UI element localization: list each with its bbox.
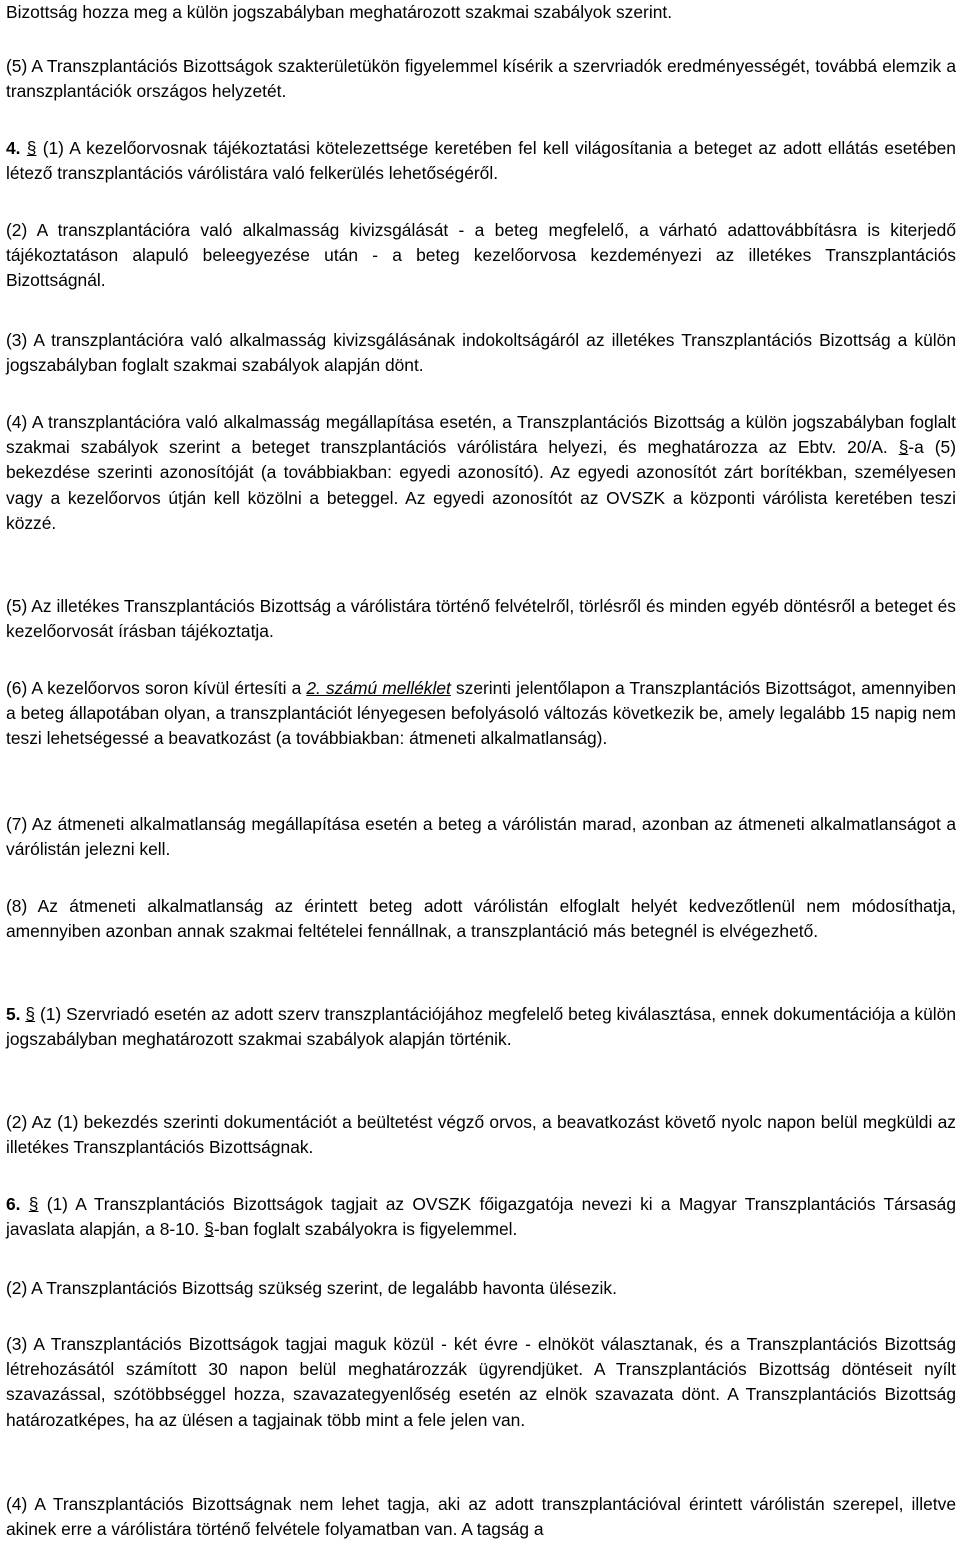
paragraph-text: (1) A kezelőorvosnak tájékoztatási kötelezettsége keretében fel kell világosítania a beteget az adott ellátás esetében létező transzplantációs várólistára való felkerülés lehetőségéről.: [6, 138, 956, 184]
paragraph-continuation: [6, 0, 956, 25]
paragraph-text: -ban foglalt szabályokra is figyelemmel.: [213, 1219, 518, 1240]
paragraph-text: (7) Az átmeneti alkalmatlanság megállapítása esetén a beteg a várólistán marad, azonban az átmeneti alkalmatlanságot a várólistán jelezni kell.: [6, 814, 956, 860]
paragraph-5-5: [6, 54, 956, 104]
section-number: 5.: [6, 1004, 21, 1024]
section-link[interactable]: §: [26, 138, 37, 158]
section-6-paragraph-3: [6, 1332, 956, 1433]
paragraph-text: (8) Az átmeneti alkalmatlanság az érintett beteg adott várólistán elfoglalt helyét kedvezőtlenül nem módosíthatja, amennyiben azonban annak szakmai feltételei fennállnak, a transzplantáció más betegnél is elvégezhető.: [6, 896, 956, 942]
section-6-paragraph-4: [6, 1492, 956, 1542]
paragraph-text: (6) A kezelőorvos soron kívül értesíti a: [6, 678, 307, 698]
paragraph-text: (2) A Transzplantációs Bizottság szükség szerint, de legalább havonta ülésezik.: [6, 1278, 617, 1298]
section-link[interactable]: §: [204, 1219, 214, 1240]
section-4-paragraph-2: [6, 218, 956, 294]
paragraph-text: (5) Az illetékes Transzplantációs Bizottság a várólistára történő felvételről, törlésről és minden egyéb döntésről a beteget és kezelőorvosát írásban tájékoztatja.: [6, 596, 956, 642]
section-number: 4.: [6, 138, 21, 158]
paragraph-text: (1) A Transzplantációs Bizottságok tagjait az OVSZK főigazgatója nevezi ki a Magyar Transzplantációs Társaság javaslata alapján, a 8-10.: [6, 1194, 956, 1240]
paragraph-text: (3) A transzplantációra való alkalmasság kivizsgálásának indokoltságáról az illetékes Transzplantációs Bizottság a külön jogszabályban foglalt szakmai szabályok alapján dönt.: [6, 330, 956, 376]
section-4-paragraph-5: [6, 594, 956, 644]
paragraph-text: (4) A Transzplantációs Bizottságnak nem lehet tagja, aki az adott transzplantációval érintett várólistán szerepel, illetve akinek erre a várólistára történő felvétele folyamatban van. A tagság a: [6, 1494, 956, 1540]
paragraph-text: (2) Az (1) bekezdés szerinti dokumentációt a beültetést végző orvos, a beavatkozást követő nyolc napon belül megküldi az illetékes Transzplantációs Bizottságnak.: [6, 1112, 956, 1158]
section-5-paragraph-1: [6, 1002, 956, 1052]
paragraph-text: (2) A transzplantációra való alkalmasság kivizsgálását - a beteg megfelelő, a várható adattovábbításra is kiterjedő tájékoztatáson alapuló beleegyezése után - a beteg kezelőorvosa kezdeményezi az illetékes Transzplantációs Bizottságnál.: [6, 220, 956, 291]
paragraph-text: (1) Szervriadó esetén az adott szerv transzplantációjához megfelelő beteg kiválasztása, ennek dokumentációja a külön jogszabályban meghatározott szakmai szabályok alapján történik.: [6, 1004, 956, 1050]
section-link[interactable]: §: [25, 1004, 36, 1024]
section-link[interactable]: §: [28, 1194, 39, 1214]
section-4-paragraph-6: [6, 676, 956, 752]
section-4-paragraph-7: [6, 812, 956, 862]
section-6-paragraph-1: [6, 1192, 956, 1242]
section-link[interactable]: §: [898, 437, 909, 458]
paragraph-text: (4) A transzplantációra való alkalmasság megállapítása esetén, a Transzplantációs Bizottság a külön jogszabályban foglalt szakmai szabályok szerint a beteget transzplantációs várólistára helyezi, és meghatározza az Ebtv. 20/A.: [6, 412, 956, 458]
section-6-paragraph-2: [6, 1276, 956, 1301]
section-4-paragraph-8: [6, 894, 956, 944]
section-4-paragraph-3: [6, 328, 956, 378]
section-number: 6.: [6, 1194, 21, 1214]
annex-link[interactable]: 2. számú melléklet: [306, 678, 451, 698]
paragraph-text: (5) A Transzplantációs Bizottságok szakterületükön figyelemmel kísérik a szervriadók eredményességét, továbbá elemzik a transzplantációk országos helyzetét.: [6, 56, 956, 102]
paragraph-text: -a (5) bekezdése szerinti azonosítóját (a továbbiakban: egyedi azonosító). Az egyedi azonosítót zárt borítékban, személyesen vagy a kezelőorvos útján kell közölni a beteggel. Az egyedi azonosítót az OVSZK a központi várólista keretében teszi közzé.: [6, 437, 956, 533]
paragraph-text: (3) A Transzplantációs Bizottságok tagjai maguk közül - két évre - elnököt választanak, és a Transzplantációs Bizottság létrehozásától számított 30 napon belül meghatározzák ügyrendjüket. A Transzplantációs Bizottság döntéseit nyílt szavazással, szótöbbséggel hozza, szavazategyenlőség esetén az elnök szavazata dönt. A Transzplantációs Bizottság határozatképes, ha az ülésen a tagjainak több mint a fele jelen van.: [6, 1334, 956, 1430]
paragraph-text: Bizottság hozza meg a külön jogszabályban meghatározott szakmai szabályok szerint.: [6, 2, 673, 22]
section-5-paragraph-2: [6, 1110, 956, 1160]
section-4-paragraph-4: [6, 410, 956, 536]
section-4-paragraph-1: [6, 136, 956, 186]
paragraph-text: szerinti jelentőlapon a Transzplantációs Bizottságot, amennyiben a beteg állapotában olyan, a transzplantációt lényegesen befolyásoló változás következik be, amely legalább 15 napig nem teszi lehetségessé a beavatkozást (a továbbiakban: átmeneti alkalmatlanság).: [6, 678, 956, 749]
